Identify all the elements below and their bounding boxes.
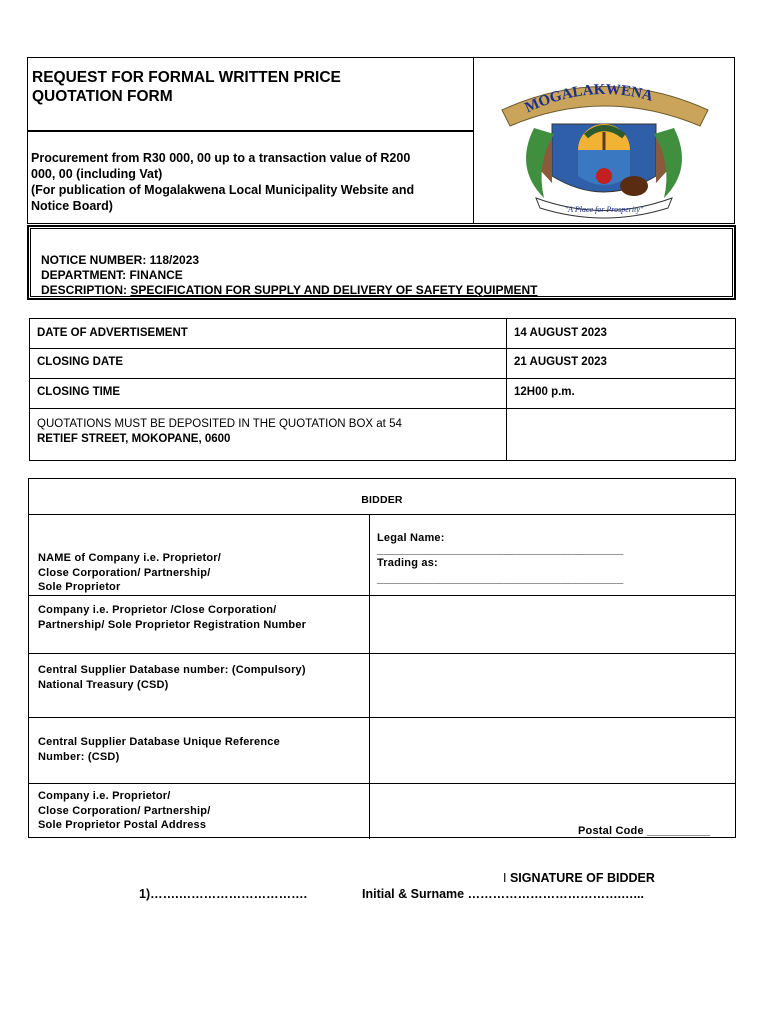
label-closing-date: CLOSING DATE [37, 356, 124, 368]
signature-line[interactable]: 1)…….…………………………. [139, 887, 308, 901]
row-closing-time [29, 379, 736, 409]
initial-surname-line[interactable]: Initial & Surname ……………………………….…... [362, 887, 644, 901]
bidder-table [28, 478, 736, 838]
label-date-of-advertisement: DATE OF ADVERTISEMENT [37, 327, 188, 339]
logo-banner-text: MOGALAKWENA [522, 81, 655, 117]
logo-box [473, 57, 735, 224]
postal-address-label-line1: Company i.e. Proprietor/ [38, 790, 171, 802]
name-label-line1: NAME of Company i.e. Proprietor/ [38, 552, 222, 564]
notice-number: NOTICE NUMBER: 118/2023 [41, 253, 200, 267]
csd-reference-label [38, 735, 280, 764]
value-date-of-advertisement: 14 AUGUST 2023 [514, 327, 607, 339]
form-title-box [27, 57, 473, 131]
legal-name-line[interactable]: _______________________________________ [377, 544, 624, 556]
postal-address-label-line3: Sole Proprietor Postal Address [38, 819, 207, 831]
csd-label-line2: National Treasury (CSD) [38, 678, 169, 691]
notice-box [27, 225, 736, 300]
csd-label [38, 663, 306, 692]
form-title-line1: REQUEST FOR FORMAL WRITTEN PRICE [32, 69, 341, 86]
postal-code-field[interactable]: Postal Code __________ [578, 825, 711, 837]
form-title [32, 68, 432, 106]
registration-label [38, 603, 306, 632]
notice-description [41, 283, 538, 298]
signature-heading [503, 871, 655, 885]
label-closing-time: CLOSING TIME [37, 386, 121, 398]
row-date-of-advertisement [29, 318, 736, 349]
postal-address-label [38, 789, 210, 833]
trading-as-line[interactable]: _______________________________________ [377, 573, 624, 585]
notice-description-value: SPECIFICATION FOR SUPPLY AND DELIVERY OF SAFETY EQUIPMENT [130, 283, 538, 297]
value-closing-date: 21 AUGUST 2023 [514, 356, 607, 368]
bidder-heading: BIDDER [361, 494, 403, 506]
name-label [38, 551, 221, 595]
csd-label-line1: Central Supplier Database number: (Compulsory) [38, 664, 306, 676]
procurement-line4: Notice Board) [31, 199, 113, 213]
registration-label-line1: Company i.e. Proprietor /Close Corporation/ [38, 604, 277, 616]
procurement-box [27, 131, 473, 224]
signature-heading-prefix: I [503, 871, 507, 885]
legal-name-label: Legal Name: [377, 532, 445, 544]
csd-reference-label-line1: Central Supplier Database Unique Reference [38, 736, 280, 748]
procurement-line3: (For publication of Mogalakwena Local Municipality Website and [31, 183, 415, 197]
signature-heading-text: SIGNATURE OF BIDDER [509, 871, 655, 885]
value-closing-time: 12H00 p.m. [514, 386, 575, 398]
name-label-line3: Sole Proprietor [38, 581, 121, 593]
procurement-text [31, 150, 473, 214]
csd-number-field[interactable] [370, 654, 736, 716]
notice-department: DEPARTMENT: FINANCE [41, 268, 183, 282]
municipality-logo [474, 58, 734, 223]
registration-label-line2: Partnership/ Sole Proprietor Registration Number [38, 618, 307, 631]
csd-reference-label-line2: Number: (CSD) [38, 750, 120, 763]
procurement-line1: Procurement from R30 000, 00 up to a transaction value of R200 [31, 151, 411, 165]
form-title-line2: QUOTATION FORM [32, 88, 173, 105]
deposit-line2: RETIEF STREET, MOKOPANE, 0600 [37, 432, 231, 445]
postal-address-label-line2: Close Corporation/ Partnership/ [38, 804, 211, 817]
deposit-line1: QUOTATIONS MUST BE DEPOSITED IN THE QUOTATION BOX at 54 [37, 418, 402, 430]
trading-as-label: Trading as: [377, 557, 438, 569]
notice-description-label: DESCRIPTION: [41, 283, 131, 297]
deposit-text [37, 417, 402, 446]
registration-number-field[interactable] [370, 596, 736, 652]
row-closing-date [29, 349, 736, 379]
name-label-line2: Close Corporation/ Partnership/ [38, 566, 211, 579]
procurement-line2: 000, 00 (including Vat) [31, 167, 163, 181]
row-deposit [29, 409, 736, 461]
logo-motto: "A Place for Prosperity" [564, 205, 644, 214]
csd-reference-field[interactable] [370, 718, 736, 782]
